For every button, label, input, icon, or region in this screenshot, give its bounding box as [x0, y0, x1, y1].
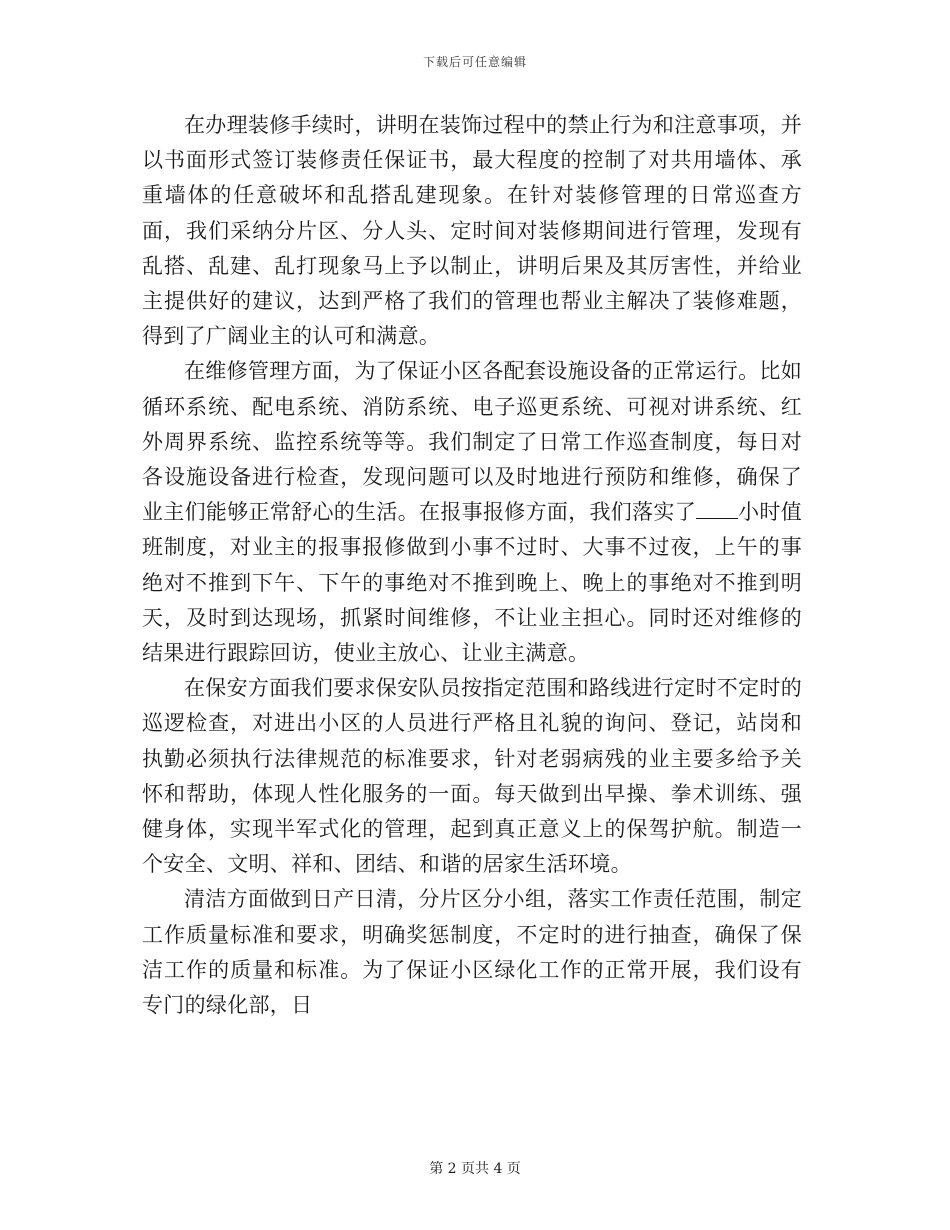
- paragraph-security: 在保安方面我们要求保安队员按指定范围和路线进行定时不定时的巡逻检查，对进出小区的人员进行严格且礼貌的询问、登记，站岗和执勤必须执行法律规范的标准要求，针对老弱病残的业主要多给予关怀和帮助，体现人性化服务的一面。每天做到出早操、拳术训练、强健身体，实现半军式化的管理，起到真正意义上的保驾护航。制造一个安全、文明、祥和、团结、和谐的居家生活环境。: [142, 676, 802, 877]
- page-header: 下载后可任意编辑: [422, 55, 527, 69]
- paragraph-renovation: 在办理装修手续时，讲明在装饰过程中的禁止行为和注意事项，并以书面形式签订装修责任保证书，最大程度的控制了对共用墙体、承重墙体的任意破坏和乱搭乱建现象。在针对装修管理的日常巡查方面，我们采纳分片区、分人头、定时间对装修期间进行管理，发现有乱搭、乱建、乱打现象马上予以制止，讲明后果及其厉害性，并给业主提供好的建议，达到严格了我们的管理也帮业主解决了装修难题，得到了广阔业主的认可和满意。: [142, 113, 802, 349]
- fill-in-blank: [696, 498, 738, 519]
- maintenance-text-before-blank: 在维修管理方面，为了保证小区各配套设施设备的正常运行。比如循环系统、配电系统、消防系统、电子巡更系统、可视对讲系统、红外周界系统、监控系统等等。我们制定了日常工作巡查制度，每日对各设施设备进行检查，发现问题可以及时地进行预防和维修，确保了业主们能够正常舒心的生活。在报事报修方面，我们落实了: [142, 359, 802, 525]
- maintenance-text-after-blank: 小时值班制度，对业主的报事报修做到小事不过时、大事不过夜，上午的事绝对不推到下午、下午的事绝对不推到晚上、晚上的事绝对不推到明天，及时到达现场，抓紧时间维修，不让业主担心。同时还对维修的结果进行跟踪回访，使业主放心、让业主满意。: [142, 500, 802, 666]
- paragraph-cleaning: 清洁方面做到日产日清，分片区分小组，落实工作责任范围，制定工作质量标准和要求，明确奖惩制度，不定时的进行抽查，确保了保洁工作的质量和标准。为了保证小区绿化工作的正常开展，我们设有专门的绿化部，日: [142, 887, 802, 1018]
- document-body: [142, 108, 802, 1023]
- paragraph-maintenance: [142, 354, 802, 671]
- page-number: 第 2 页共 4 页: [429, 1161, 521, 1177]
